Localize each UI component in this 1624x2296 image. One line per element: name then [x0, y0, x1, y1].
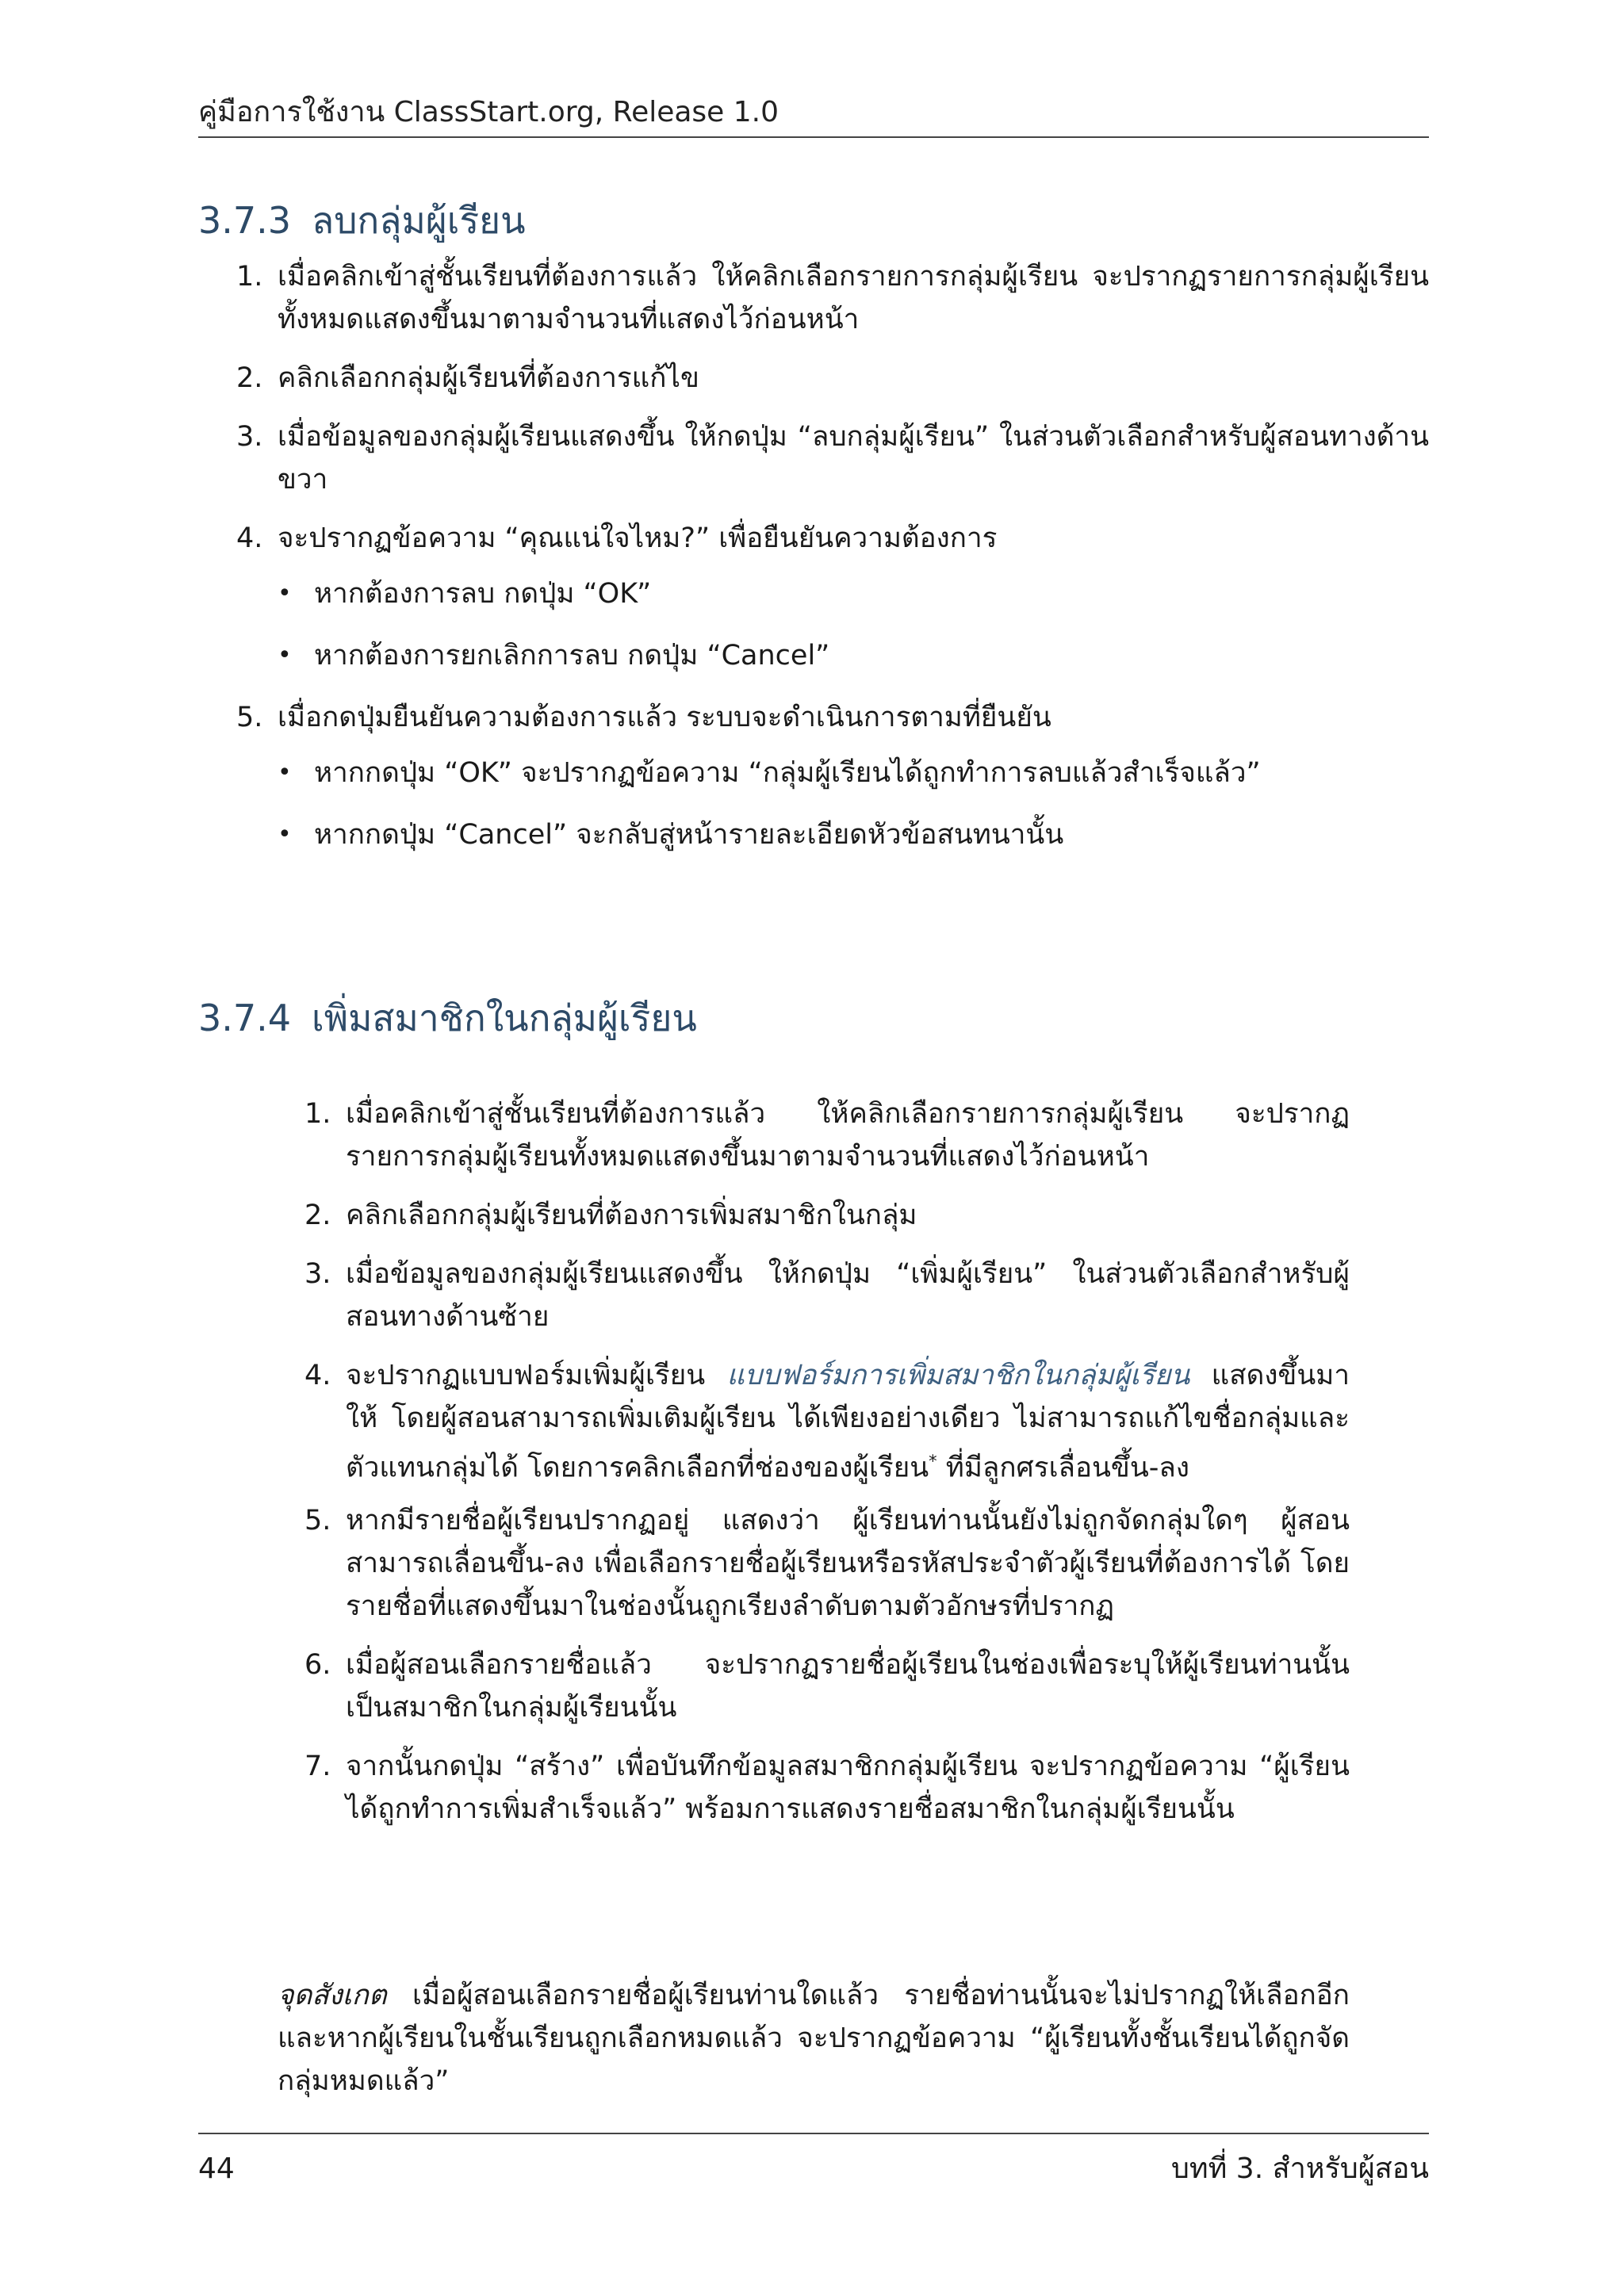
observation-note: [278, 1974, 1350, 2103]
section-heading-3-7-3: [198, 197, 526, 244]
running-header: คู่มือการใช้งาน ClassStart.org, Release 1.0: [198, 96, 779, 128]
list-item: 4. จะปรากฏแบบฟอร์มเพิ่มผู้เรียน แบบฟอร์มการเพิ่มสมาชิกในกลุ่มผู้เรียน แสดงขึ้นมาให้ โดยผู้สอนสามารถเพิ่มเติมผู้เรียน ได้เพียงอย่างเดียว ไม่สามารถแก้ไขชื่อกลุ่มและตัวแทนกลุ่มได้ โดยการคลิกเลือกที่ช่องของผู้เรียน* ที่มีลูกศรเลื่อนขึ้น-ลง: [304, 1360, 1350, 1484]
steps-list-3-7-4: [304, 1093, 1350, 1831]
note-text: เมื่อผู้สอนเลือกรายชื่อผู้เรียนท่านใดแล้ว รายชื่อท่านนั้นจะไม่ปรากฏให้เลือกอีก และหากผู้เรียนในชั้นเรียนถูกเลือกหมดแล้ว จะปรากฏข้อความ “ผู้เรียนทั้งชั้นเรียนได้ถูกจัดกลุ่มหมดแล้ว”: [278, 1980, 1350, 2097]
chapter-label: บทที่ 3. สำหรับผู้สอน: [1171, 2152, 1429, 2185]
list-item: 6. เมื่อผู้สอนเลือกรายชื่อแล้ว จะปรากฏรายชื่อผู้เรียนในช่องเพื่อระบุให้ผู้เรียนท่านนั้นเป็นสมาชิกในกลุ่มผู้เรียนนั้น: [304, 1648, 1350, 1724]
bullet-icon: •: [278, 759, 292, 786]
bullet-item: • หากกดปุ่ม “Cancel” จะกลับสู่หน้ารายละเอียดหัวข้อสนทนานั้น: [278, 813, 1429, 856]
bullet-item: • หากกดปุ่ม “OK” จะปรากฏข้อความ “กลุ่มผู้เรียนได้ถูกทำการลบแล้วสำเร็จแล้ว”: [278, 752, 1429, 794]
page-number: 44: [198, 2152, 235, 2185]
section-title: ลบกลุ่มผู้เรียน: [312, 199, 526, 242]
bullet-icon: •: [278, 641, 292, 669]
list-item: 2. คลิกเลือกกลุ่มผู้เรียนที่ต้องการเพิ่มสมาชิกในกลุ่ม: [304, 1200, 917, 1231]
list-item: 1. เมื่อคลิกเข้าสู่ชั้นเรียนที่ต้องการแล้ว ให้คลิกเลือกรายการกลุ่มผู้เรียน จะปรากฏรายการกลุ่มผู้เรียนทั้งหมดแสดงขึ้นมาตามจำนวนที่แสดงไว้ก่อนหน้า: [236, 261, 1429, 335]
section-number: 3.7.4: [198, 997, 292, 1039]
bullet-item: • หากต้องการลบ กดปุ่ม “OK”: [278, 572, 1429, 615]
list-item: 5. หากมีรายชื่อผู้เรียนปรากฏอยู่ แสดงว่า ผู้เรียนท่านนั้นยังไม่ถูกจัดกลุ่มใดๆ ผู้สอนสามารถเลื่อนขึ้น-ลง เพื่อเลือกรายชื่อผู้เรียนหรือรหัสประจำตัวผู้เรียนที่ต้องการได้ โดยรายชื่อที่แสดงขึ้นมาในช่องนั้นถูกเรียงลำดับตามตัวอักษรที่ปรากฏ: [304, 1504, 1350, 1622]
list-item: 3. เมื่อข้อมูลของกลุ่มผู้เรียนแสดงขึ้น ให้กดปุ่ม “เพิ่มผู้เรียน” ในส่วนตัวเลือกสำหรับผู้สอนทางด้านซ้าย: [304, 1258, 1350, 1333]
list-item: 5. เมื่อกดปุ่มยืนยันความต้องการแล้ว ระบบจะดำเนินการตามที่ยืนยัน • หากกดปุ่ม “OK” จะปรากฏข้อความ “กลุ่มผู้เรียนได้ถูกทำการลบแล้วสำเร็จแล้ว” • หากกดปุ่ม “Cancel” จะกลับสู่หน้ารายละเอียดหัวข้อสนทนานั้น: [278, 696, 1429, 856]
footer-rule: [198, 2133, 1429, 2134]
note-label: จุดสังเกต: [278, 1980, 387, 2011]
bullet-item: • หากต้องการยกเลิกการลบ กดปุ่ม “Cancel”: [278, 634, 1429, 677]
list-item: 1. เมื่อคลิกเข้าสู่ชั้นเรียนที่ต้องการแล้ว ให้คลิกเลือกรายการกลุ่มผู้เรียน จะปรากฏรายการกลุ่มผู้เรียนทั้งหมดแสดงขึ้นมาตามจำนวนที่แสดงไว้ก่อนหน้า: [304, 1098, 1350, 1173]
bullet-icon: •: [278, 821, 292, 848]
section-number: 3.7.3: [198, 199, 292, 242]
bullet-list: [278, 572, 1429, 677]
section-title: เพิ่มสมาชิกในกลุ่มผู้เรียน: [312, 997, 697, 1039]
section-heading-3-7-4: [198, 994, 697, 1042]
list-item: 4. จะปรากฏข้อความ “คุณแน่ใจไหม?” เพื่อยืนยันความต้องการ • หากต้องการลบ กดปุ่ม “OK” • หากต้องการยกเลิกการลบ กดปุ่ม “Cancel”: [278, 517, 1429, 677]
steps-list-3-7-3: [236, 255, 1429, 875]
bullet-list: [278, 752, 1429, 856]
list-item: 3. เมื่อข้อมูลของกลุ่มผู้เรียนแสดงขึ้น ให้กดปุ่ม “ลบกลุ่มผู้เรียน” ในส่วนตัวเลือกสำหรับผู้สอนทางด้านขวา: [236, 421, 1429, 496]
header-rule: [198, 136, 1429, 138]
form-reference-link[interactable]: แบบฟอร์มการเพิ่มสมาชิกในกลุ่มผู้เรียน: [726, 1360, 1190, 1391]
footnote-marker: *: [929, 1452, 937, 1471]
bullet-icon: •: [278, 580, 292, 607]
list-item: 7. จากนั้นกดปุ่ม “สร้าง” เพื่อบันทึกข้อมูลสมาชิกกลุ่มผู้เรียน จะปรากฏข้อความ “ผู้เรียนได้ถูกทำการเพิ่มสำเร็จแล้ว” พร้อมการแสดงรายชื่อสมาชิกในกลุ่มผู้เรียนนั้น: [304, 1750, 1350, 1825]
list-item: 2. คลิกเลือกกลุ่มผู้เรียนที่ต้องการแก้ไข: [236, 362, 699, 394]
